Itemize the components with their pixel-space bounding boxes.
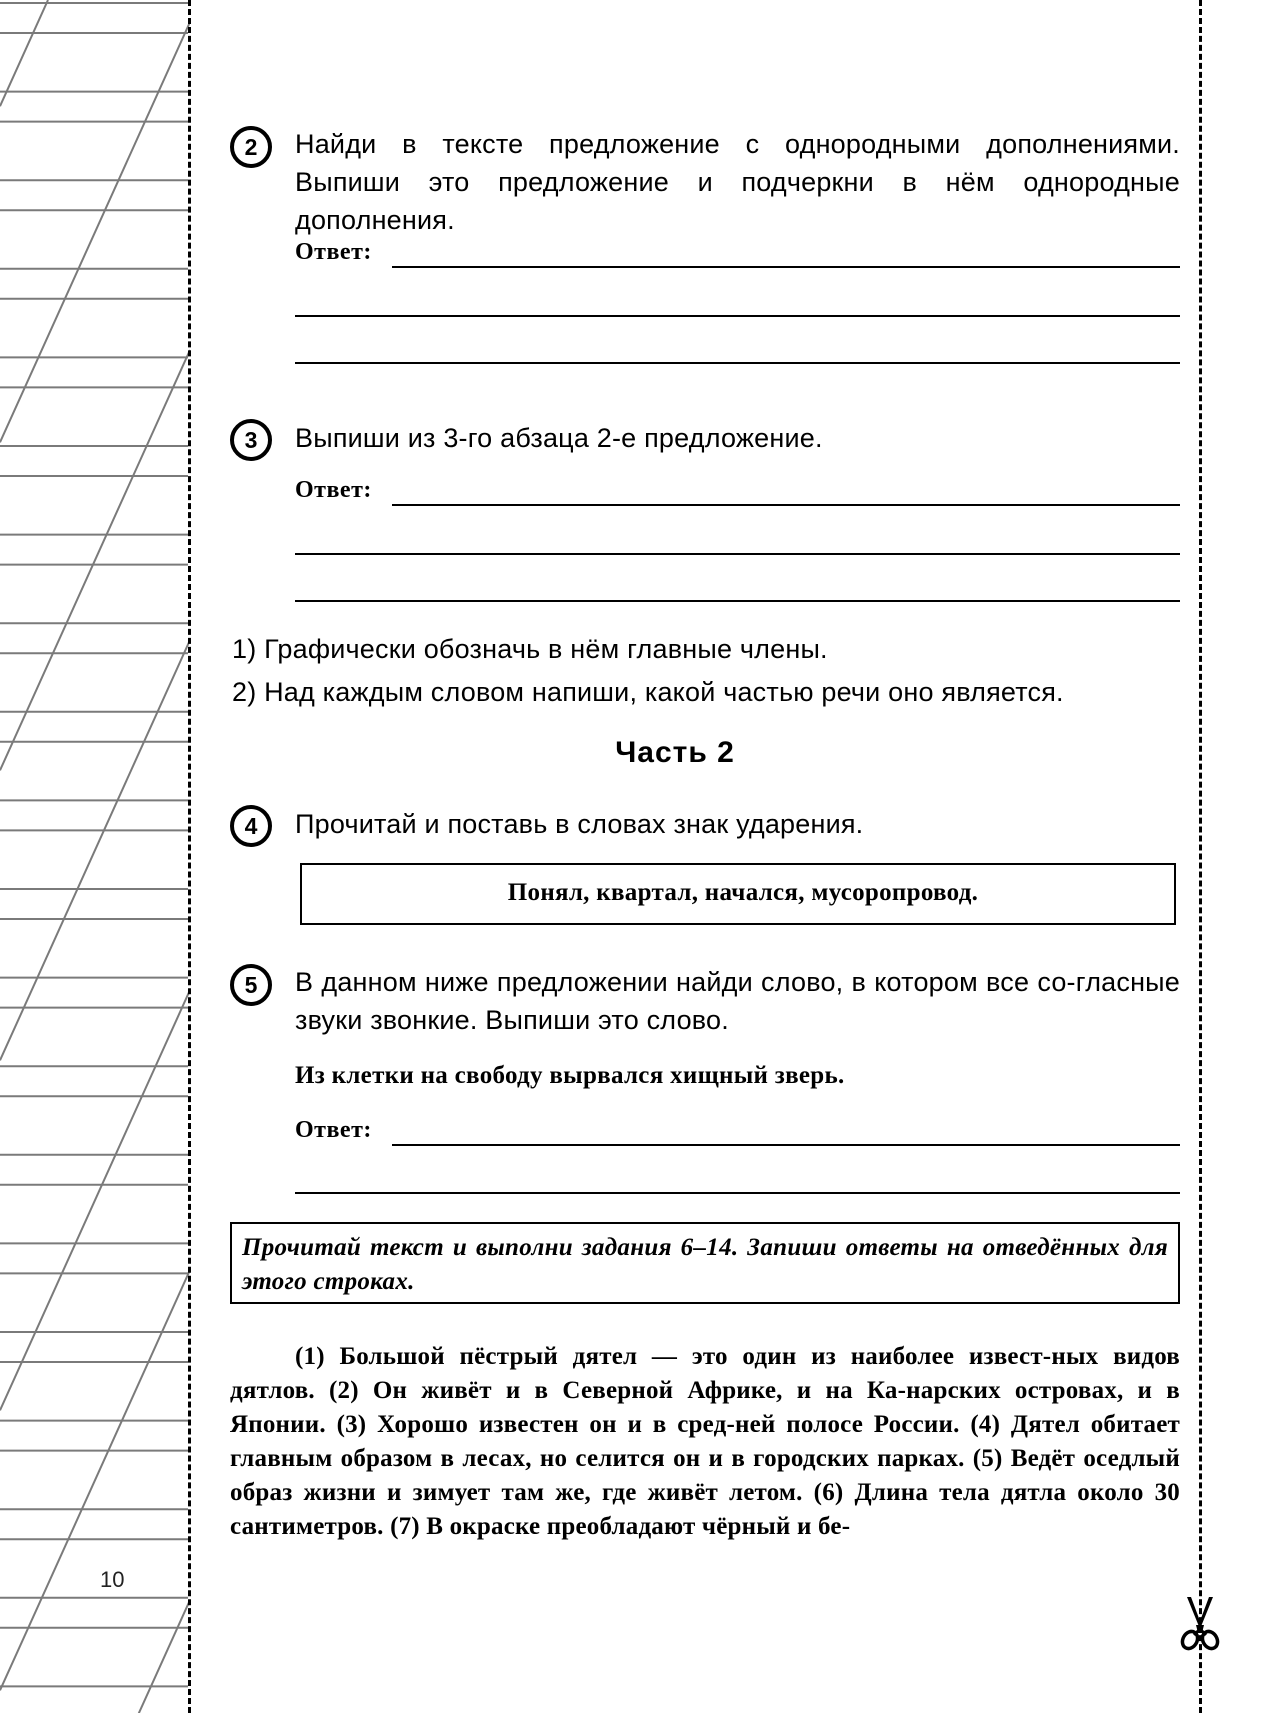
task-2-prompt: Найди в тексте предложение с однородными дополнениями. Выпиши это предложение и подчеркни в нём однородные дополнения. [295,129,1180,235]
task-5-sentence: Из клетки на свободу вырвался хищный зверь. [295,1062,845,1089]
stress-words-box [300,863,1176,925]
task-3-subitem-2: 2) Над каждым словом напиши, какой частью речи оно является. [232,677,1064,707]
part-2-heading: Часть 2 [615,736,735,769]
cut-line-right [1199,0,1202,1713]
task-3-subitem-1: 1) Графически обозначь в нём главные члены. [232,634,828,664]
instruction-text: Прочитай текст и выполни задания 6–14. Запиши ответы на отведённых для этого строках. [242,1234,1168,1295]
answer-input-line[interactable] [295,1192,1180,1194]
answer-input-line[interactable] [295,362,1180,364]
answer-label: Ответ: [295,239,372,265]
cut-line-left [188,0,191,1713]
answer-label: Ответ: [295,1117,372,1143]
reading-paragraph: (1) Большой пёстрый дятел — это один из наиболее извест-ных видов дятлов. (2) Он живёт и в Северной Африке, и на Ка-нарских островах, и в Японии. (3) Хорошо известен он и в сред-ней полосе России. (4) Дятел обитает главным образом в лесах, но селится он и в городских парках. (5) Ведёт оседлый образ жизни и зимует там же, где живёт летом. (6) Длина тела дятла около 30 сантиметров. (7) В окраске преобладают чёрный и бе- [230,1343,1180,1540]
page-number: 10 [100,1567,125,1592]
answer-input-line[interactable] [295,600,1180,602]
task-number-badge: 2 [230,126,272,168]
handwriting-ruling-margin [0,0,200,1713]
task-4-prompt: Прочитай и поставь в словах знак ударения. [295,809,864,839]
stress-words: Понял, квартал, начался, мусоропровод. [507,879,979,906]
task-3-prompt: Выпиши из 3-го абзаца 2-е предложение. [295,423,823,453]
answer-input-line[interactable] [392,504,1180,506]
instruction-box [230,1222,1180,1304]
task-number-badge: 3 [230,419,272,461]
task-3-answer-row [295,476,1180,506]
task-number-badge: 4 [230,805,272,847]
scissors-icon [1178,1595,1222,1655]
answer-input-line[interactable] [295,315,1180,317]
answer-input-line[interactable] [295,553,1180,555]
answer-input-line[interactable] [392,266,1180,268]
reading-passage [230,1340,1180,1544]
task-5-prompt: В данном ниже предложении найди слово, в котором все со-гласные звуки звонкие. Выпиши это слово. [295,967,1180,1035]
task-number-badge: 5 [230,964,272,1006]
answer-input-line[interactable] [392,1144,1180,1146]
task-2-answer-row [295,238,1180,268]
answer-label: Ответ: [295,477,372,503]
task-5-answer-row [295,1116,1180,1146]
